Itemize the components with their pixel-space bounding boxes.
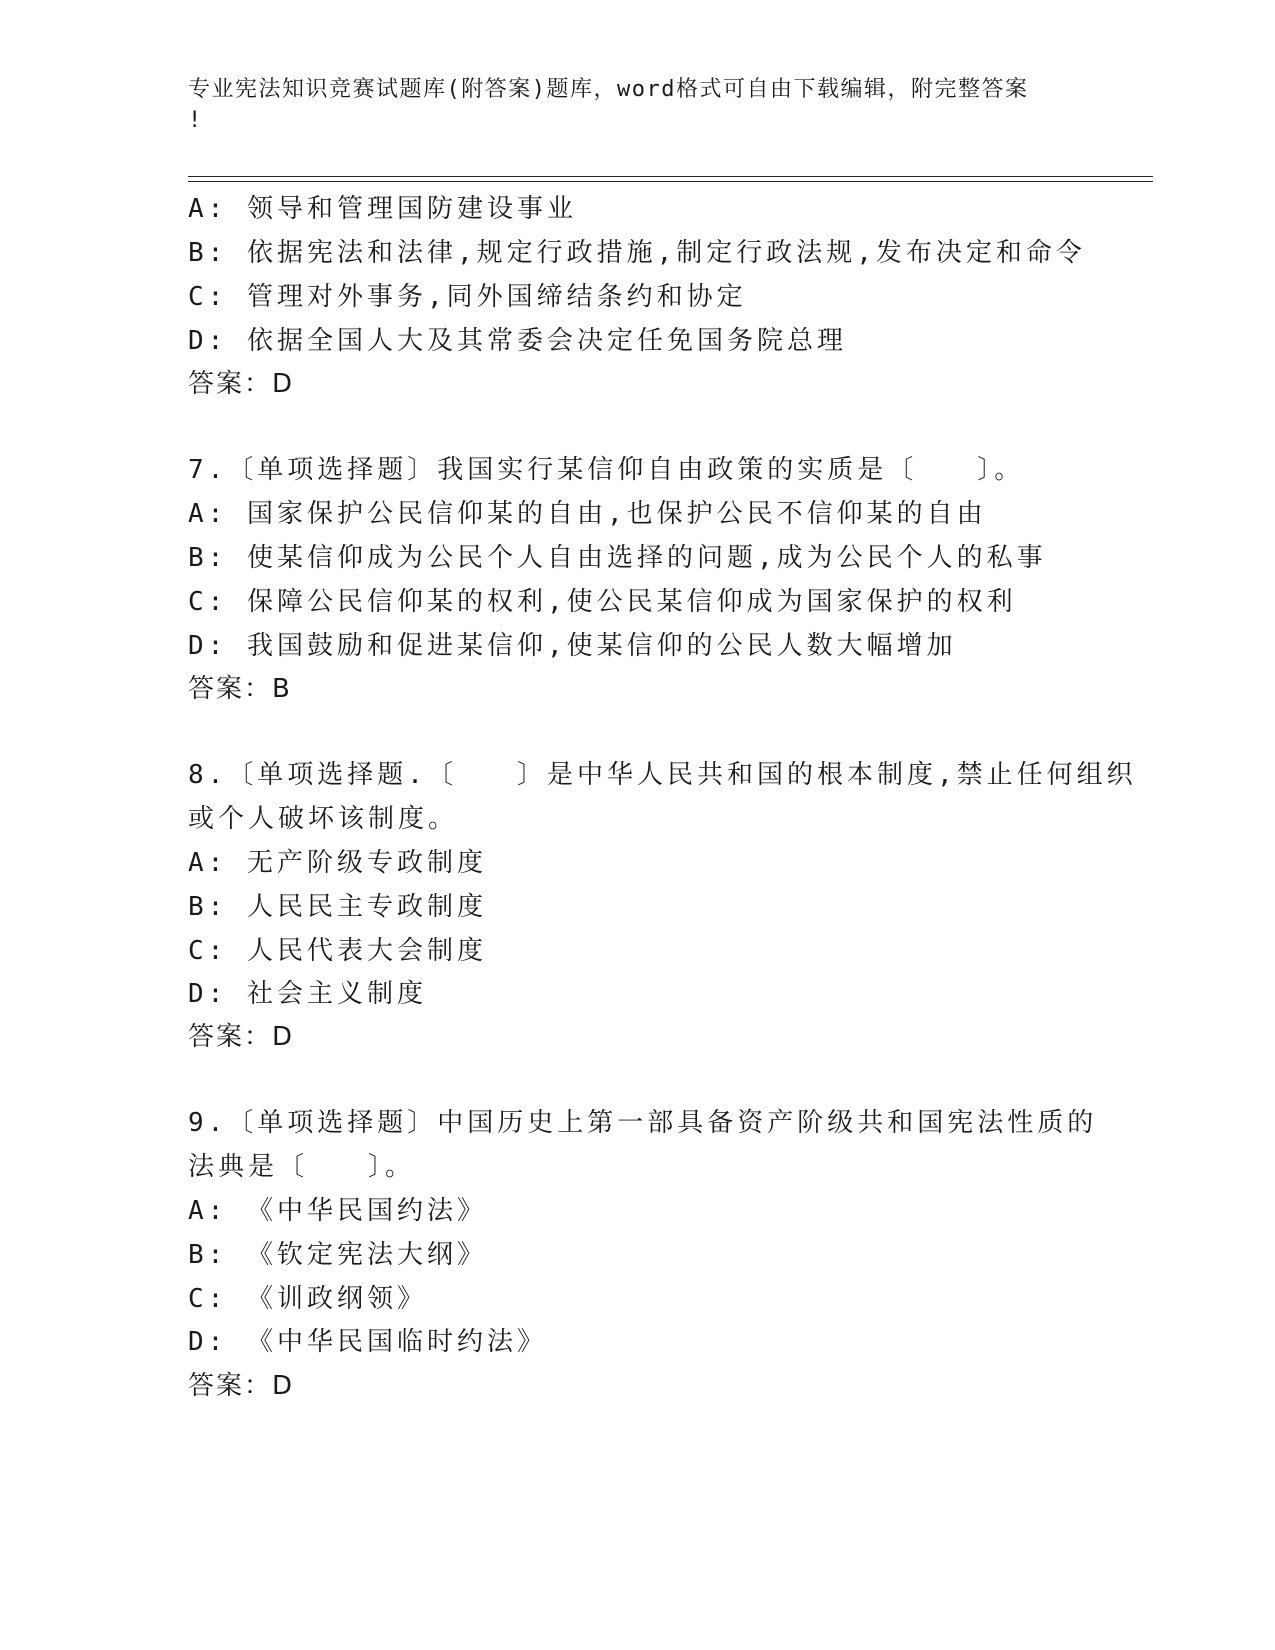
q9-option-b: B: 《钦定宪法大纲》: [188, 1240, 487, 1270]
header-divider-top: [188, 176, 1153, 177]
q9-stem-line2: 法典是〔 〕。: [188, 1152, 416, 1182]
q8-option-a: A: 无产阶级专政制度: [188, 848, 487, 878]
q9-option-a: A: 《中华民国约法》: [188, 1196, 487, 1226]
q9-stem-line1: 9.〔单项选择题〕中国历史上第一部具备资产阶级共和国宪法性质的: [188, 1108, 1098, 1138]
q6-option-d: D: 依据全国人大及其常委会决定任免国务院总理: [188, 326, 847, 356]
q6-option-b: B: 依据宪法和法律,规定行政措施,制定行政法规,发布决定和命令: [188, 238, 1086, 268]
q9-answer: 答案：D: [188, 1371, 295, 1401]
q8-option-d: D: 社会主义制度: [188, 979, 427, 1009]
q6-option-c: C: 管理对外事务,同外国缔结条约和协定: [188, 282, 747, 312]
header-title-continuation: !: [188, 108, 203, 133]
header-divider-bottom: [188, 181, 1153, 182]
q7-option-b: B: 使某信仰成为公民个人自由选择的问题,成为公民个人的私事: [188, 543, 1047, 573]
document-header: [188, 74, 1088, 136]
q9-option-c: C: 《训政纲领》: [188, 1284, 427, 1314]
header-title: 专业宪法知识竞赛试题库(附答案)题库，word格式可自由下载编辑，附完整答案: [188, 77, 1029, 102]
q7-stem: 7.〔单项选择题〕我国实行某信仰自由政策的实质是〔 〕。: [188, 455, 1025, 485]
q8-stem-line1: 8.〔单项选择题.〔 〕是中华人民共和国的根本制度,禁止任何组织: [188, 760, 1137, 790]
q8-option-c: C: 人民代表大会制度: [188, 936, 487, 966]
q8-stem-line2: 或个人破坏该制度。: [188, 804, 459, 834]
q8-option-b: B: 人民民主专政制度: [188, 892, 487, 922]
q7-answer: 答案：B: [188, 674, 292, 704]
q9-option-d: D: 《中华民国临时约法》: [188, 1327, 547, 1357]
q7-option-c: C: 保障公民信仰某的权利,使公民某信仰成为国家保护的权利: [188, 587, 1017, 617]
q6-option-a: A: 领导和管理国防建设事业: [188, 194, 577, 224]
q7-option-a: A: 国家保护公民信仰某的自由,也保护公民不信仰某的自由: [188, 499, 987, 529]
q7-option-d: D: 我国鼓励和促进某信仰,使某信仰的公民人数大幅增加: [188, 631, 957, 661]
q8-answer: 答案：D: [188, 1022, 295, 1052]
q6-answer: 答案：D: [188, 369, 295, 399]
